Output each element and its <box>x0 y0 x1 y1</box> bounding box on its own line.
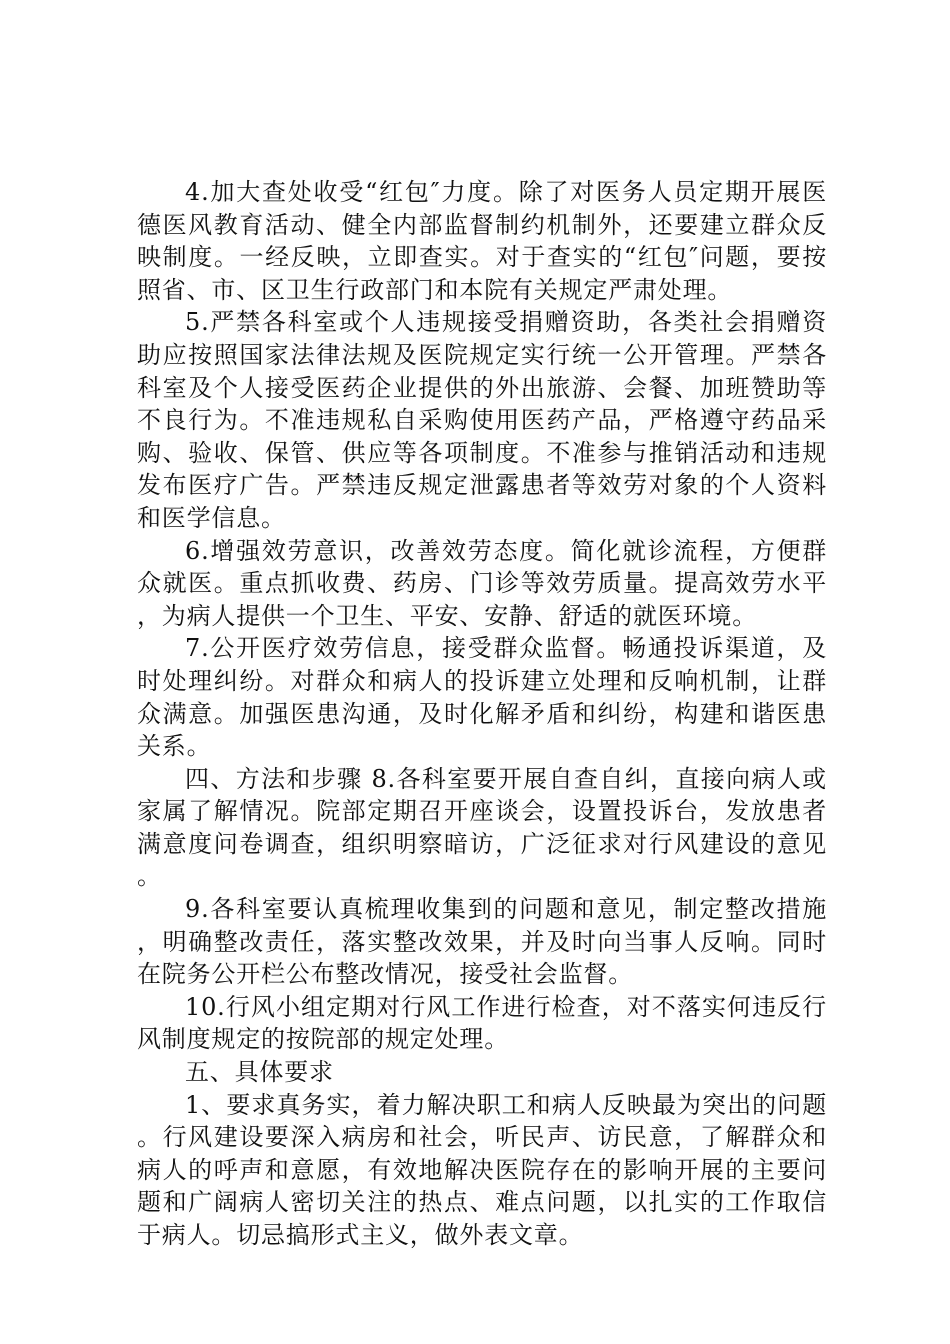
paragraph-item-7: 7.公开医疗效劳信息，接受群众监督。畅通投诉渠道，及时处理纠纷。对群众和病人的投诉建立处理和反响机制，让群众满意。加强医患沟通，及时化解矛盾和纠纷，构建和谐医患关系。 <box>137 634 827 761</box>
paragraph-requirement-1: 1、要求真务实，着力解决职工和病人反映最为突出的问题。行风建设要深入病房和社会，听民声、访民意，了解群众和病人的呼声和意愿，有效地解决医院存在的影响开展的主要问题和广阔病人密切关注的热点、难点问题，以扎实的工作取信于病人。切忌搞形式主义，做外表文章。 <box>137 1090 827 1249</box>
paragraph-item-5: 5.严禁各科室或个人违规接受捐赠资助，各类社会捐赠资助应按照国家法律法规及医院规定实行统一公开管理。严禁各科室及个人接受医药企业提供的外出旅游、会餐、加班赞助等不良行为。不准违规私自采购使用医药产品，严格遵守药品采购、验收、保管、供应等各项制度。不准参与推销活动和违规发布医疗广告。严禁违反规定泄露患者等效劳对象的个人资料和医学信息。 <box>137 308 827 532</box>
paragraph-item-6: 6.增强效劳意识，改善效劳态度。简化就诊流程，方便群众就医。重点抓收费、药房、门诊等效劳质量。提高效劳水平，为病人提供一个卫生、平安、安静、舒适的就医环境。 <box>137 536 827 630</box>
paragraph-item-9: 9.各科室要认真梳理收集到的问题和意见，制定整改措施，明确整改责任，落实整改效果，并及时向当事人反响。同时在院务公开栏公布整改情况，接受社会监督。 <box>137 895 827 989</box>
document-body <box>137 176 827 1252</box>
paragraph-item-10: 10.行风小组定期对行风工作进行检查，对不落实何违反行风制度规定的按院部的规定处理。 <box>137 992 827 1054</box>
paragraph-section-4-item-8: 四、方法和步骤 8.各科室要开展自查自纠，直接向病人或家属了解情况。院部定期召开座谈会，设置投诉台，发放患者满意度问卷调查，组织明察暗访，广泛征求对行风建设的意见。 <box>137 764 827 891</box>
section-heading-5: 五、具体要求 <box>185 1058 334 1087</box>
paragraph-item-4: 4.加大查处收受“红包″力度。除了对医务人员定期开展医德医风教育活动、健全内部监督制约机制外，还要建立群众反映制度。一经反映，立即查实。对于查实的“红包″问题，要按照省、市、区卫生行政部门和本院有关规定严肃处理。 <box>137 178 827 304</box>
